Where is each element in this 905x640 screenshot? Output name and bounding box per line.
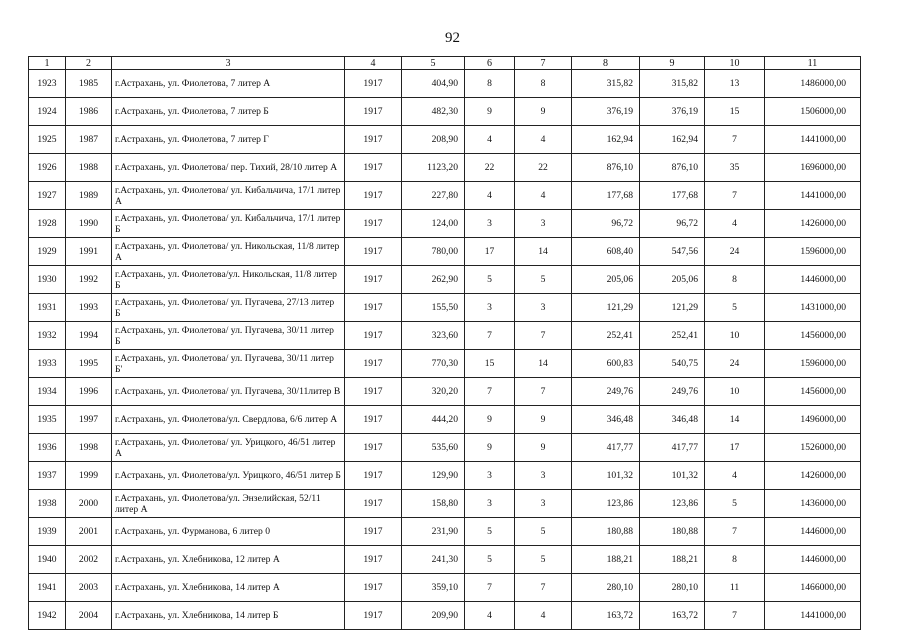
table-row bbox=[29, 70, 861, 98]
cell-total-area: 241,30 bbox=[402, 546, 465, 574]
cell-col-7: 8 bbox=[515, 70, 572, 98]
cell-area-col-8: 177,68 bbox=[572, 182, 640, 210]
cell-area-col-8: 96,72 bbox=[572, 210, 640, 238]
cell-area-col-8: 249,76 bbox=[572, 378, 640, 406]
cell-area-col-9: 249,76 bbox=[640, 378, 705, 406]
cell-col-7: 7 bbox=[515, 322, 572, 350]
cell-area-col-9: 315,82 bbox=[640, 70, 705, 98]
cell-col-10: 7 bbox=[705, 182, 765, 210]
cell-price: 1441000,00 bbox=[765, 182, 861, 210]
cell-address: г.Астрахань, ул. Фиолетова/ ул. Урицкого, 46/51 литер А bbox=[112, 434, 345, 462]
cell-address: г.Астрахань, ул. Хлебникова, 14 литер А bbox=[112, 574, 345, 602]
cell-object-id: 1985 bbox=[66, 70, 112, 98]
table-row bbox=[29, 210, 861, 238]
cell-col-6: 3 bbox=[465, 210, 515, 238]
cell-price: 1496000,00 bbox=[765, 406, 861, 434]
cell-total-area: 535,60 bbox=[402, 434, 465, 462]
cell-address: г.Астрахань, ул. Фиолетова/ ул. Пугачева, 27/13 литер Б bbox=[112, 294, 345, 322]
cell-area-col-9: 376,19 bbox=[640, 98, 705, 126]
cell-price: 1696000,00 bbox=[765, 154, 861, 182]
cell-area-col-8: 123,86 bbox=[572, 490, 640, 518]
cell-object-id: 1995 bbox=[66, 350, 112, 378]
cell-col-7: 9 bbox=[515, 406, 572, 434]
cell-col-7: 4 bbox=[515, 182, 572, 210]
cell-object-id: 2004 bbox=[66, 602, 112, 630]
cell-address: г.Астрахань, ул. Фиолетова, 7 литер Б bbox=[112, 98, 345, 126]
cell-area-col-9: 163,72 bbox=[640, 602, 705, 630]
cell-price: 1446000,00 bbox=[765, 546, 861, 574]
cell-year-built: 1917 bbox=[345, 518, 402, 546]
cell-price: 1596000,00 bbox=[765, 350, 861, 378]
cell-col-6: 4 bbox=[465, 182, 515, 210]
cell-total-area: 227,80 bbox=[402, 182, 465, 210]
cell-address: г.Астрахань, ул. Фиолетова/ пер. Тихий, 28/10 литер А bbox=[112, 154, 345, 182]
column-header-3: 3 bbox=[112, 57, 345, 70]
cell-col-7: 5 bbox=[515, 266, 572, 294]
cell-price: 1446000,00 bbox=[765, 266, 861, 294]
cell-col-10: 17 bbox=[705, 434, 765, 462]
cell-col-7: 3 bbox=[515, 210, 572, 238]
cell-col-7: 9 bbox=[515, 434, 572, 462]
cell-object-id: 1996 bbox=[66, 378, 112, 406]
cell-col-6: 9 bbox=[465, 98, 515, 126]
cell-col-10: 4 bbox=[705, 210, 765, 238]
column-header-6: 6 bbox=[465, 57, 515, 70]
cell-object-id: 1991 bbox=[66, 238, 112, 266]
cell-area-col-9: 346,48 bbox=[640, 406, 705, 434]
cell-total-area: 208,90 bbox=[402, 126, 465, 154]
cell-object-id: 1990 bbox=[66, 210, 112, 238]
cell-area-col-9: 101,32 bbox=[640, 462, 705, 490]
cell-col-10: 5 bbox=[705, 294, 765, 322]
cell-col-6: 15 bbox=[465, 350, 515, 378]
cell-col-10: 10 bbox=[705, 378, 765, 406]
cell-year-built: 1917 bbox=[345, 210, 402, 238]
cell-address: г.Астрахань, ул. Фиолетова/ул. Энзелийская, 52/11 литер А bbox=[112, 490, 345, 518]
cell-total-area: 444,20 bbox=[402, 406, 465, 434]
cell-area-col-8: 608,40 bbox=[572, 238, 640, 266]
column-header-7: 7 bbox=[515, 57, 572, 70]
cell-col-6: 17 bbox=[465, 238, 515, 266]
cell-year-built: 1917 bbox=[345, 98, 402, 126]
cell-col-7: 22 bbox=[515, 154, 572, 182]
cell-price: 1456000,00 bbox=[765, 322, 861, 350]
column-header-4: 4 bbox=[345, 57, 402, 70]
cell-total-area: 129,90 bbox=[402, 462, 465, 490]
cell-col-7: 4 bbox=[515, 126, 572, 154]
cell-address: г.Астрахань, ул. Фиолетова/ ул. Кибальчича, 17/1 литер Б bbox=[112, 210, 345, 238]
cell-col-10: 24 bbox=[705, 350, 765, 378]
table-row bbox=[29, 238, 861, 266]
cell-total-area: 770,30 bbox=[402, 350, 465, 378]
cell-col-10: 7 bbox=[705, 518, 765, 546]
column-header-10: 10 bbox=[705, 57, 765, 70]
cell-area-col-8: 188,21 bbox=[572, 546, 640, 574]
cell-address: г.Астрахань, ул. Фиолетова/ ул. Никольская, 11/8 литер А bbox=[112, 238, 345, 266]
cell-area-col-9: 177,68 bbox=[640, 182, 705, 210]
cell-price: 1431000,00 bbox=[765, 294, 861, 322]
cell-col-7: 5 bbox=[515, 518, 572, 546]
cell-area-col-8: 205,06 bbox=[572, 266, 640, 294]
cell-col-7: 3 bbox=[515, 462, 572, 490]
cell-total-area: 323,60 bbox=[402, 322, 465, 350]
cell-area-col-9: 547,56 bbox=[640, 238, 705, 266]
cell-col-6: 9 bbox=[465, 434, 515, 462]
cell-year-built: 1917 bbox=[345, 126, 402, 154]
cell-col-6: 3 bbox=[465, 294, 515, 322]
cell-col-6: 8 bbox=[465, 70, 515, 98]
cell-area-col-9: 876,10 bbox=[640, 154, 705, 182]
cell-object-id: 1999 bbox=[66, 462, 112, 490]
cell-address: г.Астрахань, ул. Фиолетова/ул. Свердлова, 6/6 литер А bbox=[112, 406, 345, 434]
cell-year-built: 1917 bbox=[345, 462, 402, 490]
cell-price: 1426000,00 bbox=[765, 210, 861, 238]
cell-area-col-8: 876,10 bbox=[572, 154, 640, 182]
cell-price: 1486000,00 bbox=[765, 70, 861, 98]
cell-col-10: 14 bbox=[705, 406, 765, 434]
cell-object-id: 2000 bbox=[66, 490, 112, 518]
cell-col-7: 7 bbox=[515, 574, 572, 602]
cell-price: 1446000,00 bbox=[765, 518, 861, 546]
cell-col-6: 7 bbox=[465, 378, 515, 406]
table-row bbox=[29, 266, 861, 294]
cell-area-col-8: 280,10 bbox=[572, 574, 640, 602]
cell-total-area: 209,90 bbox=[402, 602, 465, 630]
cell-total-area: 320,20 bbox=[402, 378, 465, 406]
cell-object-id: 2002 bbox=[66, 546, 112, 574]
cell-address: г.Астрахань, ул. Фиолетова, 7 литер Г bbox=[112, 126, 345, 154]
cell-row-index: 1928 bbox=[29, 210, 66, 238]
cell-col-10: 13 bbox=[705, 70, 765, 98]
cell-address: г.Астрахань, ул. Фурманова, 6 литер 0 bbox=[112, 518, 345, 546]
cell-row-index: 1942 bbox=[29, 602, 66, 630]
cell-address: г.Астрахань, ул. Фиолетова/ул. Урицкого, 46/51 литер Б bbox=[112, 462, 345, 490]
cell-address: г.Астрахань, ул. Фиолетова, 7 литер А bbox=[112, 70, 345, 98]
cell-area-col-9: 123,86 bbox=[640, 490, 705, 518]
cell-price: 1596000,00 bbox=[765, 238, 861, 266]
cell-area-col-9: 96,72 bbox=[640, 210, 705, 238]
cell-year-built: 1917 bbox=[345, 434, 402, 462]
cell-object-id: 1997 bbox=[66, 406, 112, 434]
cell-col-6: 3 bbox=[465, 490, 515, 518]
cell-area-col-9: 121,29 bbox=[640, 294, 705, 322]
cell-object-id: 1988 bbox=[66, 154, 112, 182]
column-header-2: 2 bbox=[66, 57, 112, 70]
cell-col-7: 7 bbox=[515, 378, 572, 406]
cell-year-built: 1917 bbox=[345, 294, 402, 322]
cell-object-id: 1994 bbox=[66, 322, 112, 350]
cell-col-10: 4 bbox=[705, 462, 765, 490]
cell-year-built: 1917 bbox=[345, 70, 402, 98]
table-row bbox=[29, 546, 861, 574]
cell-col-10: 8 bbox=[705, 266, 765, 294]
cell-total-area: 262,90 bbox=[402, 266, 465, 294]
cell-row-index: 1932 bbox=[29, 322, 66, 350]
cell-year-built: 1917 bbox=[345, 238, 402, 266]
cell-address: г.Астрахань, ул. Фиолетова/ул. Никольская, 11/8 литер Б bbox=[112, 266, 345, 294]
cell-col-7: 3 bbox=[515, 490, 572, 518]
cell-area-col-8: 252,41 bbox=[572, 322, 640, 350]
cell-row-index: 1923 bbox=[29, 70, 66, 98]
cell-price: 1436000,00 bbox=[765, 490, 861, 518]
cell-row-index: 1930 bbox=[29, 266, 66, 294]
cell-row-index: 1939 bbox=[29, 518, 66, 546]
cell-address: г.Астрахань, ул. Хлебникова, 12 литер А bbox=[112, 546, 345, 574]
table-row bbox=[29, 490, 861, 518]
cell-col-6: 5 bbox=[465, 266, 515, 294]
cell-area-col-9: 540,75 bbox=[640, 350, 705, 378]
cell-total-area: 231,90 bbox=[402, 518, 465, 546]
cell-col-7: 9 bbox=[515, 98, 572, 126]
cell-area-col-8: 121,29 bbox=[572, 294, 640, 322]
column-header-8: 8 bbox=[572, 57, 640, 70]
cell-total-area: 124,00 bbox=[402, 210, 465, 238]
cell-total-area: 482,30 bbox=[402, 98, 465, 126]
cell-col-10: 15 bbox=[705, 98, 765, 126]
cell-area-col-8: 315,82 bbox=[572, 70, 640, 98]
cell-row-index: 1931 bbox=[29, 294, 66, 322]
column-header-1: 1 bbox=[29, 57, 66, 70]
cell-col-6: 22 bbox=[465, 154, 515, 182]
cell-row-index: 1924 bbox=[29, 98, 66, 126]
table-row bbox=[29, 406, 861, 434]
cell-total-area: 1123,20 bbox=[402, 154, 465, 182]
cell-price: 1526000,00 bbox=[765, 434, 861, 462]
cell-year-built: 1917 bbox=[345, 266, 402, 294]
cell-row-index: 1925 bbox=[29, 126, 66, 154]
cell-total-area: 155,50 bbox=[402, 294, 465, 322]
cell-col-7: 5 bbox=[515, 546, 572, 574]
cell-address: г.Астрахань, ул. Фиолетова/ ул. Кибальчича, 17/1 литер А bbox=[112, 182, 345, 210]
cell-col-10: 10 bbox=[705, 322, 765, 350]
table-row bbox=[29, 350, 861, 378]
cell-area-col-9: 417,77 bbox=[640, 434, 705, 462]
cell-total-area: 780,00 bbox=[402, 238, 465, 266]
table-row bbox=[29, 98, 861, 126]
cell-year-built: 1917 bbox=[345, 378, 402, 406]
cell-col-10: 7 bbox=[705, 602, 765, 630]
cell-area-col-9: 252,41 bbox=[640, 322, 705, 350]
cell-row-index: 1927 bbox=[29, 182, 66, 210]
cell-year-built: 1917 bbox=[345, 602, 402, 630]
cell-col-10: 7 bbox=[705, 126, 765, 154]
cell-col-6: 4 bbox=[465, 126, 515, 154]
cell-address: г.Астрахань, ул. Фиолетова/ ул. Пугачева, 30/11 литер Б bbox=[112, 322, 345, 350]
cell-col-6: 3 bbox=[465, 462, 515, 490]
cell-address: г.Астрахань, ул. Фиолетова/ ул. Пугачева, 30/11литер В bbox=[112, 378, 345, 406]
cell-row-index: 1929 bbox=[29, 238, 66, 266]
cell-object-id: 2003 bbox=[66, 574, 112, 602]
cell-col-10: 8 bbox=[705, 546, 765, 574]
cell-year-built: 1917 bbox=[345, 406, 402, 434]
table-row bbox=[29, 434, 861, 462]
table-row bbox=[29, 462, 861, 490]
cell-area-col-9: 188,21 bbox=[640, 546, 705, 574]
table-body bbox=[29, 70, 861, 630]
cell-col-7: 14 bbox=[515, 238, 572, 266]
cell-object-id: 1989 bbox=[66, 182, 112, 210]
cell-col-7: 14 bbox=[515, 350, 572, 378]
cell-total-area: 404,90 bbox=[402, 70, 465, 98]
cell-object-id: 1986 bbox=[66, 98, 112, 126]
cell-price: 1441000,00 bbox=[765, 126, 861, 154]
cell-area-col-9: 180,88 bbox=[640, 518, 705, 546]
cell-row-index: 1941 bbox=[29, 574, 66, 602]
cell-row-index: 1926 bbox=[29, 154, 66, 182]
cell-year-built: 1917 bbox=[345, 322, 402, 350]
cell-row-index: 1935 bbox=[29, 406, 66, 434]
cell-total-area: 359,10 bbox=[402, 574, 465, 602]
cell-col-10: 24 bbox=[705, 238, 765, 266]
cell-area-col-8: 162,94 bbox=[572, 126, 640, 154]
cell-year-built: 1917 bbox=[345, 490, 402, 518]
cell-price: 1456000,00 bbox=[765, 378, 861, 406]
column-header-5: 5 bbox=[402, 57, 465, 70]
cell-area-col-9: 162,94 bbox=[640, 126, 705, 154]
cell-year-built: 1917 bbox=[345, 182, 402, 210]
cell-total-area: 158,80 bbox=[402, 490, 465, 518]
cell-object-id: 1998 bbox=[66, 434, 112, 462]
table-row bbox=[29, 518, 861, 546]
cell-area-col-8: 180,88 bbox=[572, 518, 640, 546]
table-row bbox=[29, 574, 861, 602]
cell-address: г.Астрахань, ул. Фиолетова/ ул. Пугачева, 30/11 литер Б' bbox=[112, 350, 345, 378]
column-header-9: 9 bbox=[640, 57, 705, 70]
cell-area-col-8: 346,48 bbox=[572, 406, 640, 434]
cell-row-index: 1937 bbox=[29, 462, 66, 490]
cell-object-id: 1987 bbox=[66, 126, 112, 154]
cell-col-6: 5 bbox=[465, 518, 515, 546]
cell-area-col-9: 205,06 bbox=[640, 266, 705, 294]
table-row bbox=[29, 154, 861, 182]
cell-area-col-8: 417,77 bbox=[572, 434, 640, 462]
table-row bbox=[29, 322, 861, 350]
cell-col-6: 9 bbox=[465, 406, 515, 434]
table-row bbox=[29, 294, 861, 322]
cell-price: 1426000,00 bbox=[765, 462, 861, 490]
table-row bbox=[29, 602, 861, 630]
cell-col-6: 4 bbox=[465, 602, 515, 630]
cell-col-7: 3 bbox=[515, 294, 572, 322]
cell-object-id: 1992 bbox=[66, 266, 112, 294]
cell-col-7: 4 bbox=[515, 602, 572, 630]
cell-year-built: 1917 bbox=[345, 154, 402, 182]
page-number: 92 bbox=[445, 30, 460, 46]
cell-col-6: 7 bbox=[465, 574, 515, 602]
cell-row-index: 1940 bbox=[29, 546, 66, 574]
cell-object-id: 2001 bbox=[66, 518, 112, 546]
table-row bbox=[29, 182, 861, 210]
cell-year-built: 1917 bbox=[345, 350, 402, 378]
cell-price: 1466000,00 bbox=[765, 574, 861, 602]
cell-row-index: 1936 bbox=[29, 434, 66, 462]
property-registry-table bbox=[28, 56, 861, 630]
cell-address: г.Астрахань, ул. Хлебникова, 14 литер Б bbox=[112, 602, 345, 630]
cell-row-index: 1934 bbox=[29, 378, 66, 406]
cell-year-built: 1917 bbox=[345, 546, 402, 574]
cell-col-10: 35 bbox=[705, 154, 765, 182]
table-row bbox=[29, 126, 861, 154]
cell-object-id: 1993 bbox=[66, 294, 112, 322]
cell-price: 1506000,00 bbox=[765, 98, 861, 126]
table-row bbox=[29, 378, 861, 406]
cell-row-index: 1938 bbox=[29, 490, 66, 518]
cell-col-6: 5 bbox=[465, 546, 515, 574]
cell-area-col-8: 376,19 bbox=[572, 98, 640, 126]
cell-col-10: 11 bbox=[705, 574, 765, 602]
cell-area-col-8: 101,32 bbox=[572, 462, 640, 490]
cell-area-col-9: 280,10 bbox=[640, 574, 705, 602]
cell-col-10: 5 bbox=[705, 490, 765, 518]
cell-price: 1441000,00 bbox=[765, 602, 861, 630]
column-header-11: 11 bbox=[765, 57, 861, 70]
cell-row-index: 1933 bbox=[29, 350, 66, 378]
cell-area-col-8: 600,83 bbox=[572, 350, 640, 378]
cell-year-built: 1917 bbox=[345, 574, 402, 602]
cell-area-col-8: 163,72 bbox=[572, 602, 640, 630]
cell-col-6: 7 bbox=[465, 322, 515, 350]
table-header-row bbox=[29, 57, 861, 70]
